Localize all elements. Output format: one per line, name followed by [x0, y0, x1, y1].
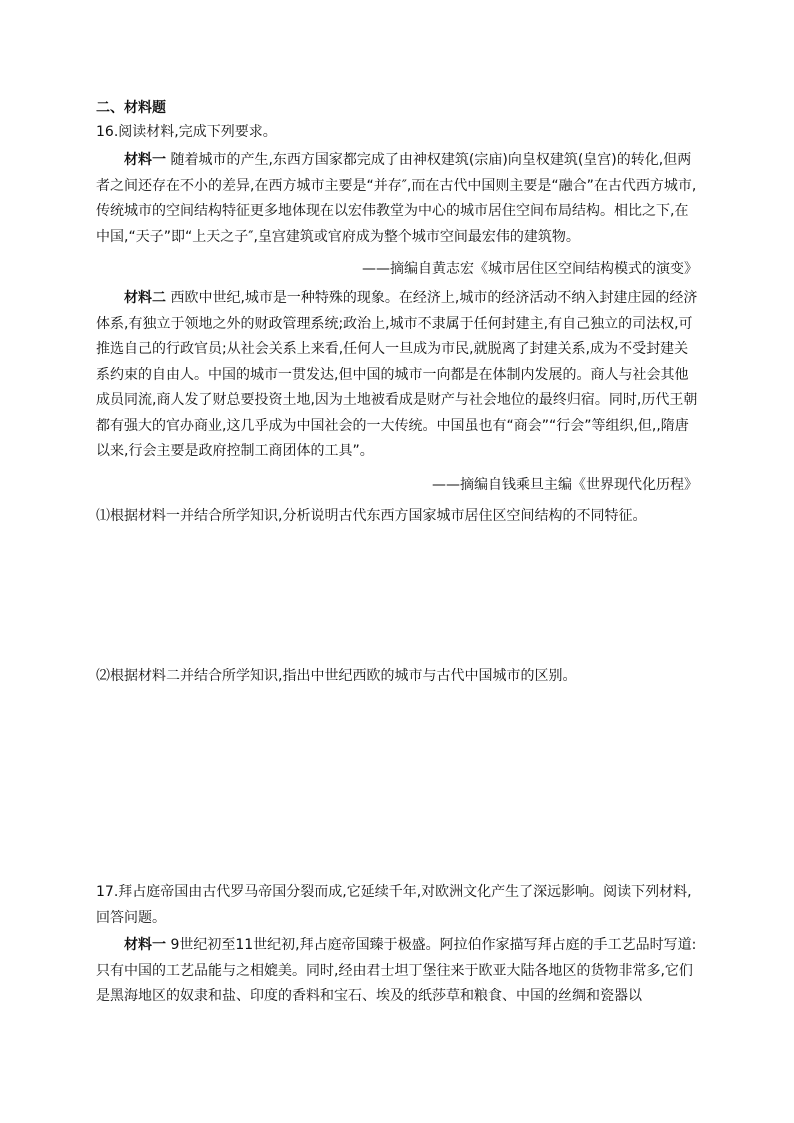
section-heading: 二、材料题 [96, 100, 166, 116]
q16-material-2-source: ——摘编自钱乘旦主编《世界现代化历程》 [432, 477, 698, 493]
material-text: 西欧中世纪,城市是一种特殊的现象。在经济上,城市的经济活动不纳入封建庄园的经济体系,有独立于领地之外的财政管理系统;政治上,城市不隶属于任何封建主,有自己独立的司法权,可推选自己的行政官员;从社会关系上来看,任何人一旦成为市民,就脱离了封建关系,成为不受封建关系约束的自由人。中国的城市一贯发达,但中国的城市一向都是在体制内发展的。商人与社会其他成员同流,商人发了财总要投资土地,因为土地被看成是财产与社会地位的最终归宿。同时,历代王朝都有强大的官办商业,这几乎成为中国社会的一大传统。中国虽也有“商会”“行会”等组织,但,,隋唐以来,行会主要是政府控制工商团体的工具”。 [96, 290, 698, 459]
material-label: 材料二 [124, 290, 166, 306]
q17-material-1 [96, 933, 699, 1010]
q16-material-1 [96, 148, 699, 250]
question-17-intro: 17.拜占庭帝国由古代罗马帝国分裂而成,它延续千年,对欧洲文化产生了深远影响。阅读下列材料,回答问题。 [96, 884, 692, 926]
material-label: 材料一 [124, 937, 166, 953]
q16-material-2 [96, 286, 699, 465]
q16-subquestion-1: ⑴根据材料一并结合所学知识,分析说明古代东西方国家城市居住区空间结构的不同特征。 [96, 508, 647, 524]
q16-material-1-source: ——摘编自黄志宏《城市居住区空间结构模式的演变》 [362, 261, 698, 277]
material-text: 随着城市的产生,东西方国家都完成了由神权建筑(宗庙)向皇权建筑(皇宫)的转化,但两者之间还存在不小的差异,在西方城市主要是“并存″,而在古代中国则主要是“融合”在古代西方城市,传统城市的空间结构特征更多地体现在以宏伟教堂为中心的城市居住空间布局结构。相比之下,在中国,“天子”即“上天之子″,皇宫建筑或官府成为整个城市空间最宏伟的建筑物。 [96, 152, 697, 245]
material-text: 9世纪初至11世纪初,拜占庭帝国臻于极盛。阿拉伯作家描写拜占庭的手工艺品时写道:只有中国的工艺品能与之相媲美。同时,经由君士坦丁堡往来于欧亚大陆各地区的货物非常多,它们是黑海地区的奴隶和盐、印度的香料和宝石、埃及的纸莎草和粮食、中国的丝绸和瓷器以 [96, 937, 697, 1004]
material-label: 材料一 [124, 152, 166, 168]
question-16-intro: 16.阅读材料,完成下列要求。 [96, 124, 277, 140]
q16-subquestion-2: ⑵根据材料二并结合所学知识,指出中世纪西欧的城市与古代中国城市的区别。 [96, 668, 577, 684]
